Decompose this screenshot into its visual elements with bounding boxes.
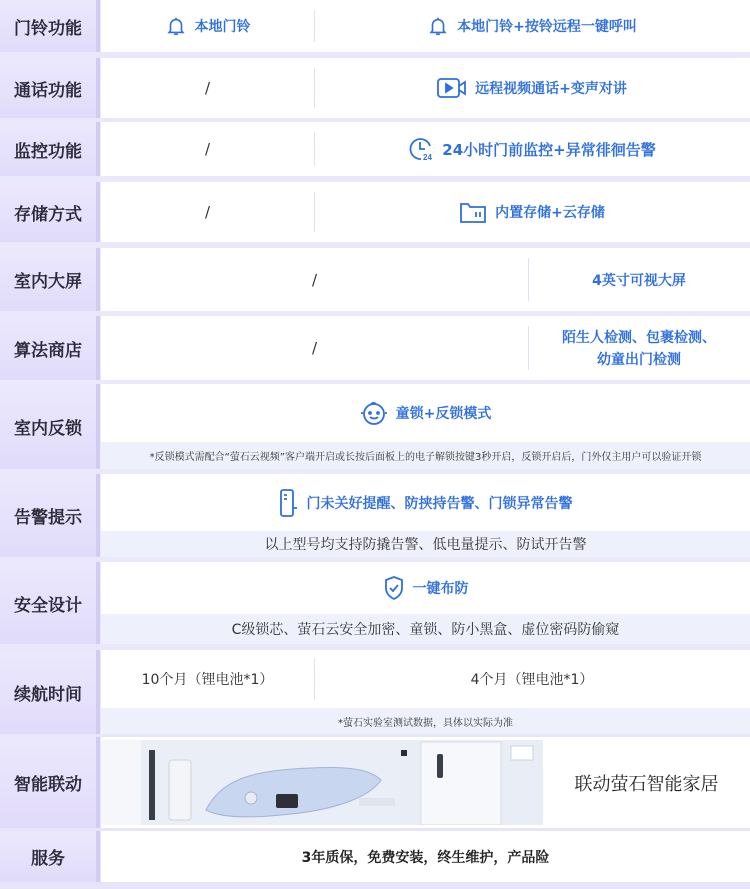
row-call	[0, 58, 750, 118]
row-content	[101, 0, 750, 52]
monitor-right-text: 24小时门前监控+异常徘徊告警	[442, 140, 656, 159]
row-service	[0, 831, 750, 882]
door-sensor-icon	[279, 488, 299, 518]
screen-right-text: 4英寸可视大屏	[592, 272, 686, 289]
security-note-band	[101, 614, 750, 644]
row-monitor	[0, 122, 750, 176]
row-label: 监控功能	[0, 122, 100, 176]
row-content	[101, 182, 750, 242]
row-battery	[0, 650, 750, 734]
battery-note-band	[101, 708, 750, 734]
alarm-note-text: 以上型号均支持防撬告警、低电量提示、防试开告警	[264, 537, 587, 553]
alarm-feature-text: 门未关好提醒、防挟持告警、门锁异常告警	[306, 495, 573, 512]
call-right-text: 远程视频通话+变声对讲	[475, 81, 627, 97]
security-feature-text: 一键布防	[412, 581, 469, 597]
row-screen	[0, 248, 750, 311]
row-label: 通话功能	[0, 58, 100, 118]
row-alarm	[0, 474, 750, 557]
smart-home-scene-image	[101, 740, 543, 825]
row-content	[101, 316, 750, 380]
alarm-note-band	[101, 531, 750, 557]
row-label: 室内反锁	[0, 384, 100, 469]
row-antilock	[0, 384, 750, 469]
battery-left-text: 10个月（锂电池*1）	[141, 672, 274, 688]
row-content	[101, 831, 750, 882]
row-content	[101, 122, 750, 176]
baby-face-icon	[360, 400, 388, 426]
battery-note-text: *萤石实验室测试数据，具体以实际为准	[338, 717, 513, 729]
row-security	[0, 562, 750, 644]
doorbell-right-text: 本地门铃+按铃远程一键呼叫	[457, 19, 637, 35]
storage-right-text: 内置存储+云存储	[495, 205, 605, 221]
bell-icon	[165, 15, 187, 37]
security-note-text: C级锁芯、萤石云安全加密、童锁、防小黑盒、虚位密码防偷窥	[231, 622, 620, 638]
antilock-feature-text: 童锁+反锁模式	[395, 406, 492, 422]
call-left-text: /	[204, 79, 211, 97]
row-label: 续航时间	[0, 650, 100, 734]
service-text: 3年质保，免费安装，终生维护，产品险	[301, 849, 550, 866]
antilock-note-text: *反锁模式需配合“萤石云视频”客户端开启或长按后面板上的电子解锁按键3秒开启，反锁开启后，门外仅主用户可以验证开锁	[149, 452, 702, 463]
svg-text:24: 24	[423, 153, 433, 162]
row-label: 告警提示	[0, 474, 100, 557]
row-content	[101, 58, 750, 118]
row-label: 服务	[0, 831, 100, 882]
row-storage	[0, 182, 750, 242]
row-label: 门铃功能	[0, 0, 100, 52]
shield-check-icon	[383, 575, 405, 601]
row-label: 安全设计	[0, 562, 100, 644]
screen-left-text: /	[311, 270, 318, 289]
row-content	[101, 248, 750, 311]
row-algo	[0, 316, 750, 380]
antilock-note-band	[101, 442, 750, 469]
algo-right-line2: 幼童出门检测	[597, 352, 681, 368]
clock-24-icon	[408, 136, 434, 162]
row-label: 室内大屏	[0, 248, 100, 311]
row-smart	[0, 737, 750, 828]
row-label: 智能联动	[0, 737, 100, 828]
bell-icon	[427, 15, 449, 37]
monitor-left-text: /	[204, 140, 211, 158]
algo-left-text: /	[311, 339, 318, 357]
row-doorbell	[0, 0, 750, 52]
storage-left-text: /	[204, 203, 211, 221]
algo-right-line1: 陌生人检测、包裹检测、	[562, 330, 716, 346]
video-camera-icon	[437, 77, 467, 99]
row-label: 算法商店	[0, 316, 100, 380]
battery-right-text: 4个月（锂电池*1）	[470, 672, 594, 688]
sd-card-icon	[459, 200, 487, 224]
smart-right-text: 联动萤石智能家居	[574, 773, 719, 795]
doorbell-left-text: 本地门铃	[194, 19, 251, 35]
row-label: 存储方式	[0, 182, 100, 242]
